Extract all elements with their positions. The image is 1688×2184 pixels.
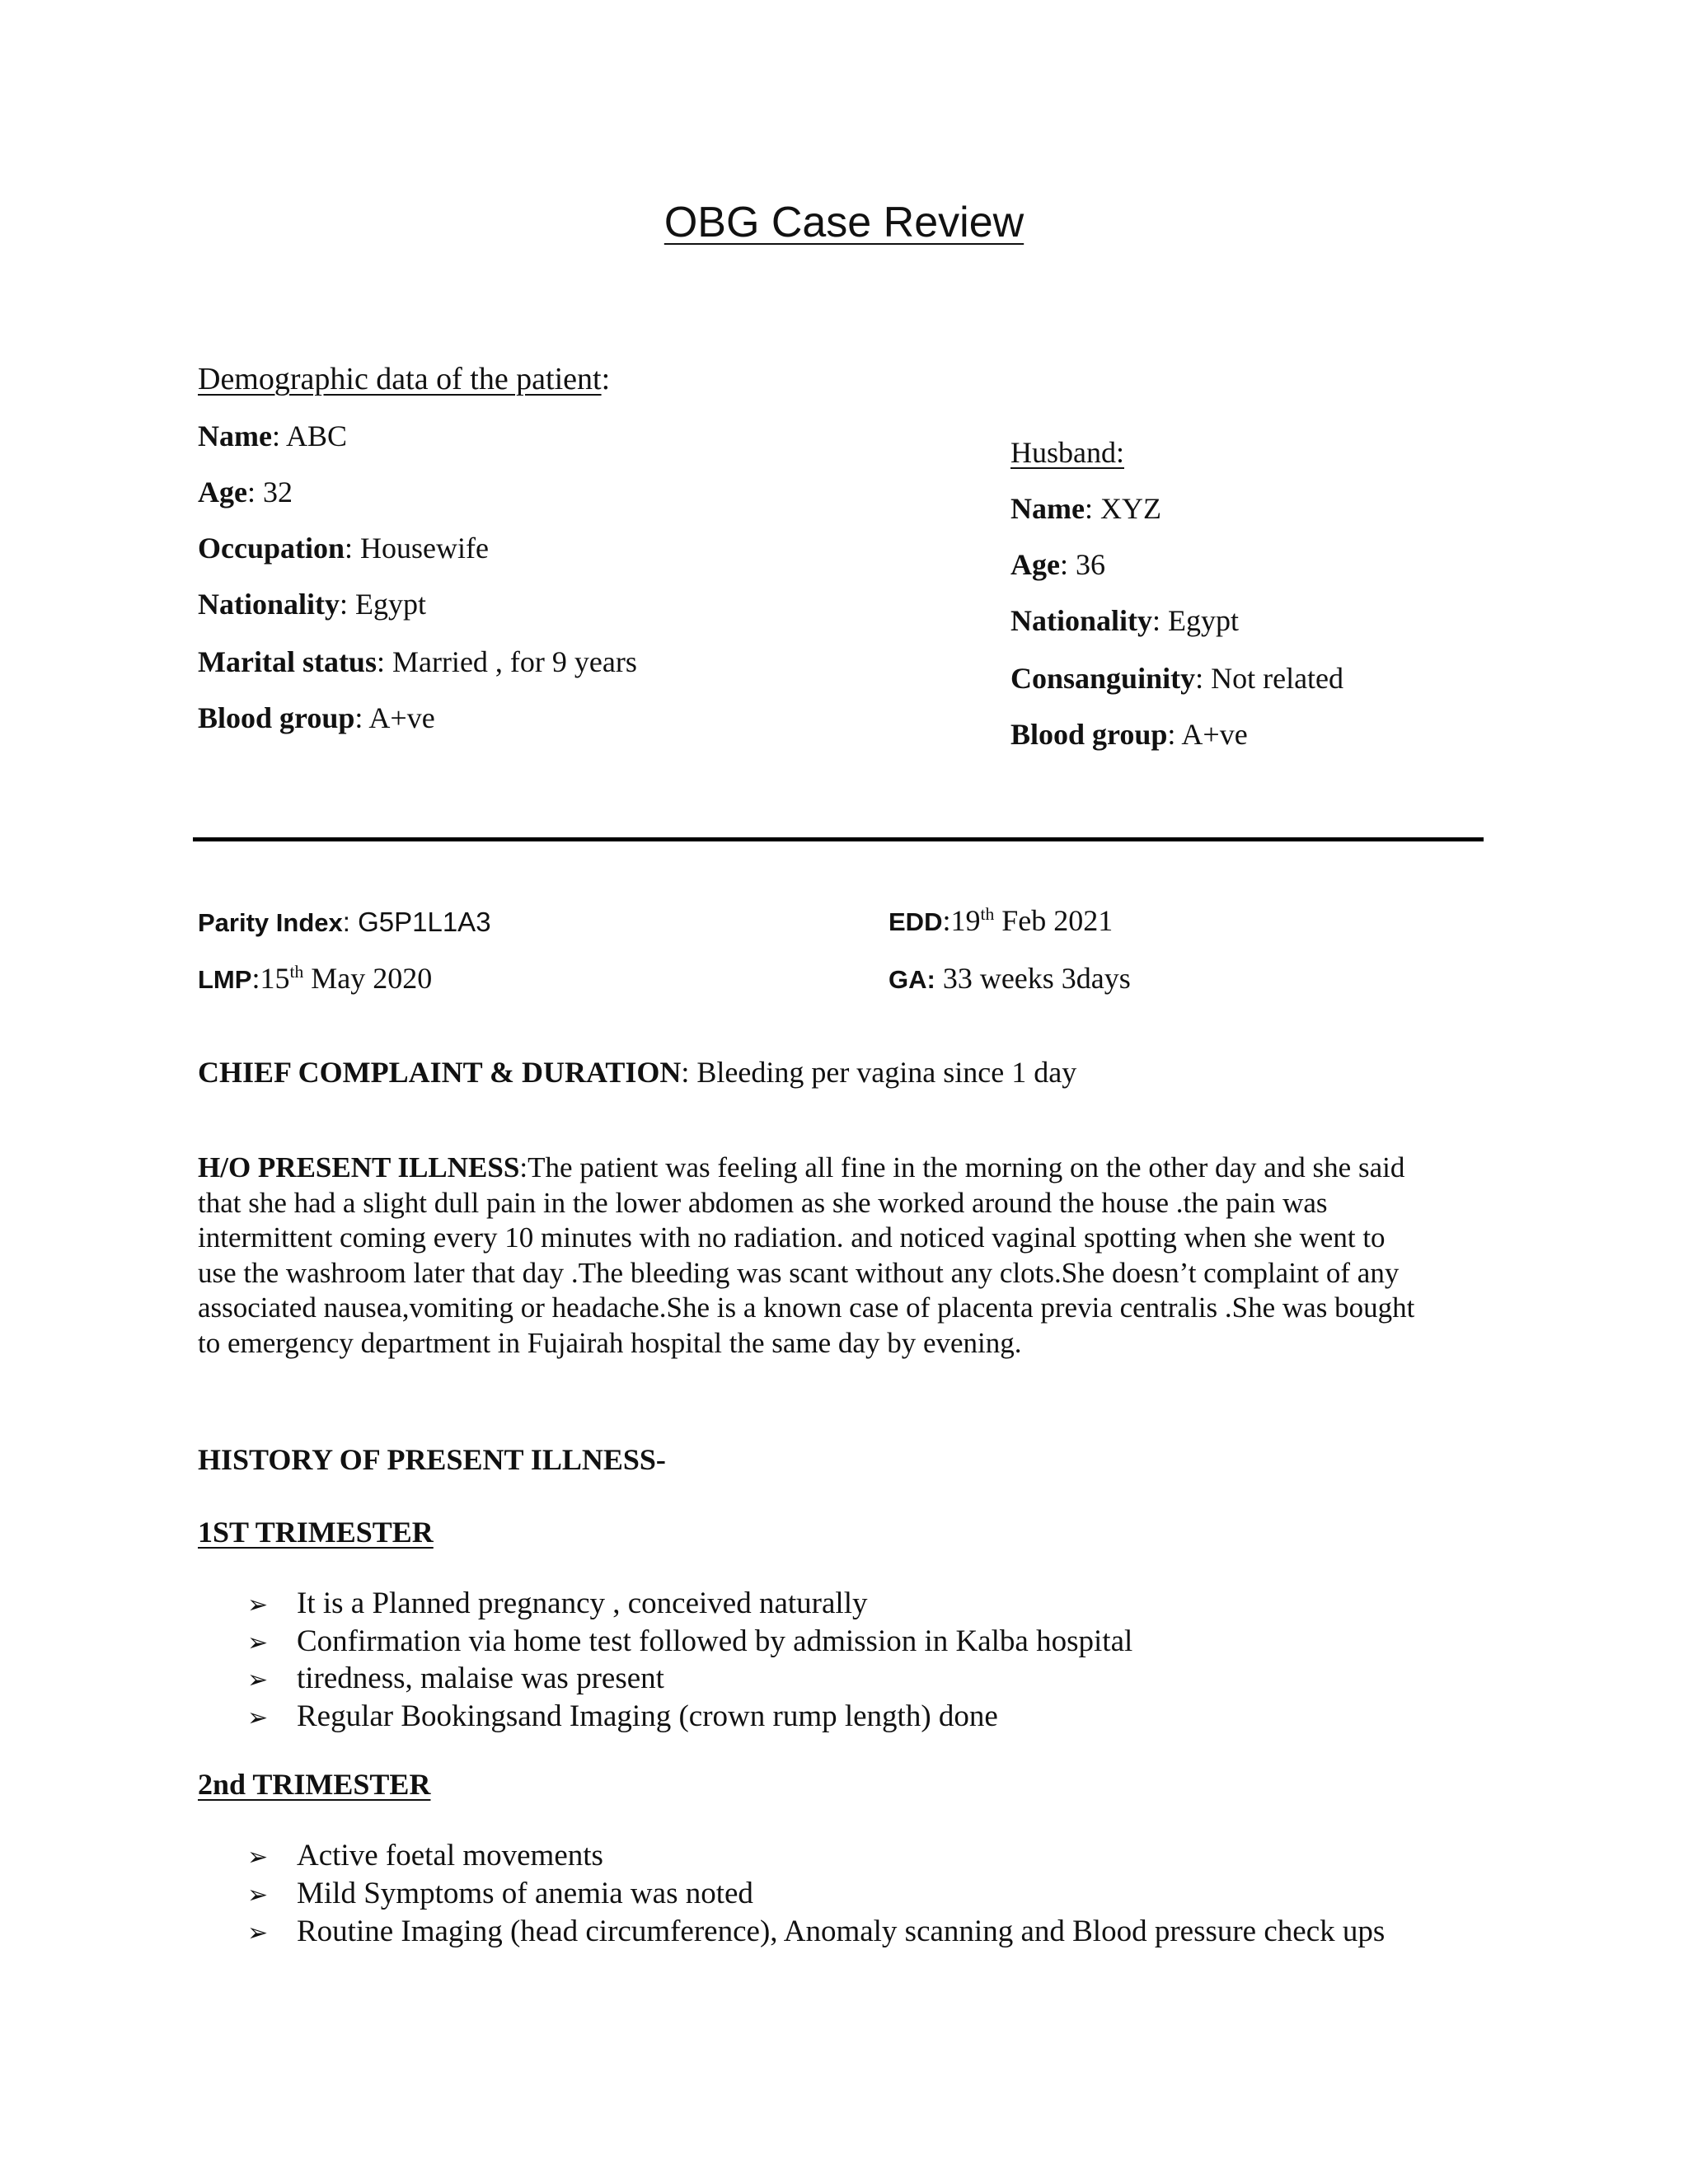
history-heading: HISTORY OF PRESENT ILLNESS- xyxy=(198,1443,666,1476)
present-illness-line xyxy=(198,1151,1500,1186)
patient-marital-label: Marital status xyxy=(198,645,377,678)
demographics-heading xyxy=(198,361,610,397)
patient-blood-value: : A+ve xyxy=(354,701,435,734)
husband-name xyxy=(1010,491,1161,526)
chief-complaint xyxy=(198,1055,1076,1090)
list-item-text: tiredness, malaise was present xyxy=(297,1661,664,1695)
patient-name xyxy=(198,419,347,453)
patient-nationality xyxy=(198,587,426,621)
lmp-rest: May 2020 xyxy=(303,962,433,995)
husband-consanguinity-label: Consanguinity xyxy=(1010,662,1196,695)
present-illness-text: :The patient was feeling all fine in the morning on the other day and she said xyxy=(519,1151,1405,1183)
chief-complaint-value: : Bleeding per vagina since 1 day xyxy=(681,1056,1077,1089)
husband-blood-label: Blood group xyxy=(1010,718,1168,751)
patient-blood-group xyxy=(198,701,435,735)
arrow-bullet-icon: ➢ xyxy=(247,1881,269,1910)
patient-marital-value: : Married , for 9 years xyxy=(376,645,637,678)
edd-suffix: th xyxy=(980,904,995,924)
patient-age xyxy=(198,475,293,509)
present-illness-label: H/O PRESENT ILLNESS xyxy=(198,1151,520,1183)
husband-consanguinity xyxy=(1010,661,1343,696)
chief-complaint-label: CHIEF COMPLAINT & DURATION xyxy=(198,1056,682,1089)
list-item xyxy=(247,1624,1132,1659)
present-illness-paragraph xyxy=(198,1151,1500,1361)
patient-age-value: : 32 xyxy=(246,476,293,509)
parity-label: Parity Index xyxy=(198,908,343,937)
husband-age-value: : 36 xyxy=(1059,548,1105,581)
list-item xyxy=(247,1661,664,1696)
ga-value: 33 weeks 3days xyxy=(935,962,1131,995)
list-item xyxy=(247,1586,867,1621)
arrow-bullet-icon: ➢ xyxy=(247,1666,269,1694)
list-item-text: It is a Planned pregnancy , conceived naturally xyxy=(297,1586,868,1620)
patient-name-label: Name xyxy=(198,419,272,452)
husband-age xyxy=(1010,547,1105,582)
husband-nationality-label: Nationality xyxy=(1010,604,1153,637)
patient-age-label: Age xyxy=(198,476,247,509)
patient-occupation-value: : Housewife xyxy=(345,532,489,565)
patient-occupation-label: Occupation xyxy=(198,532,345,565)
list-item xyxy=(247,1699,998,1734)
present-illness-line: associated nausea,vomiting or headache.She is a known case of placenta previa centralis .She was bought xyxy=(198,1291,1415,1324)
arrow-bullet-icon: ➢ xyxy=(247,1629,269,1657)
husband-heading xyxy=(1010,435,1124,470)
section-divider xyxy=(193,837,1484,841)
demographics-heading-text: Demographic data of the patient xyxy=(198,362,602,396)
husband-consanguinity-value: : Not related xyxy=(1195,662,1344,695)
parity-index xyxy=(198,904,491,939)
list-item-text: Confirmation via home test followed by admission in Kalba hospital xyxy=(297,1624,1133,1658)
arrow-bullet-icon: ➢ xyxy=(247,1704,269,1732)
husband-age-label: Age xyxy=(1010,548,1060,581)
husband-nationality xyxy=(1010,603,1239,638)
husband-heading-text: Husband: xyxy=(1010,436,1124,469)
edd-label: EDD xyxy=(889,907,943,936)
husband-name-value: : XYZ xyxy=(1084,492,1161,525)
present-illness-line: use the washroom later that day .The bleeding was scant without any clots.She doesn’t complaint of any xyxy=(198,1256,1400,1289)
husband-nationality-value: : Egypt xyxy=(1152,604,1240,637)
trimester1-heading xyxy=(198,1515,434,1549)
present-illness-line: to emergency department in Fujairah hospital the same day by evening. xyxy=(198,1326,1022,1359)
list-item-text: Regular Bookingsand Imaging (crown rump length) done xyxy=(297,1699,998,1733)
parity-value: : G5P1L1A3 xyxy=(342,907,491,937)
demographics-heading-colon: : xyxy=(601,362,611,396)
list-item xyxy=(247,1838,603,1873)
list-item-text: Routine Imaging (head circumference), Anomaly scanning and Blood pressure check ups xyxy=(297,1915,1386,1948)
patient-occupation xyxy=(198,531,489,565)
husband-blood-group xyxy=(1010,717,1248,752)
page-title: OBG Case Review xyxy=(663,199,1025,246)
present-illness-line: that she had a slight dull pain in the lower abdomen as she worked around the house .the pain was xyxy=(198,1186,1328,1219)
list-item xyxy=(247,1914,1385,1949)
ga-label: GA: xyxy=(889,965,935,994)
patient-marital-status xyxy=(198,644,637,679)
list-item-text: Mild Symptoms of anemia was noted xyxy=(297,1877,753,1910)
arrow-bullet-icon: ➢ xyxy=(247,1591,269,1619)
trimester1-heading-text: 1ST TRIMESTER xyxy=(198,1516,434,1549)
trimester2-heading-text: 2nd TRIMESTER xyxy=(198,1768,431,1801)
lmp-label: LMP xyxy=(198,965,252,994)
arrow-bullet-icon: ➢ xyxy=(247,1843,269,1872)
trimester2-heading xyxy=(198,1767,430,1802)
edd-rest: Feb 2021 xyxy=(994,904,1114,937)
lmp-day: :15 xyxy=(251,962,290,995)
husband-name-label: Name xyxy=(1010,492,1085,525)
list-item xyxy=(247,1876,753,1911)
present-illness-line: intermittent coming every 10 minutes with no radiation. and noticed vaginal spotting when she went to xyxy=(198,1221,1386,1254)
edd-day: :19 xyxy=(942,904,981,937)
arrow-bullet-icon: ➢ xyxy=(247,1919,269,1947)
patient-nationality-label: Nationality xyxy=(198,588,340,621)
patient-name-value: : ABC xyxy=(271,419,348,452)
husband-blood-value: : A+ve xyxy=(1167,718,1248,751)
list-item-text: Active foetal movements xyxy=(297,1839,603,1872)
gestational-age xyxy=(889,961,1131,996)
patient-nationality-value: : Egypt xyxy=(340,588,427,621)
lmp-suffix: th xyxy=(289,962,304,982)
lmp xyxy=(198,961,432,996)
patient-blood-label: Blood group xyxy=(198,701,355,734)
edd xyxy=(889,903,1113,938)
